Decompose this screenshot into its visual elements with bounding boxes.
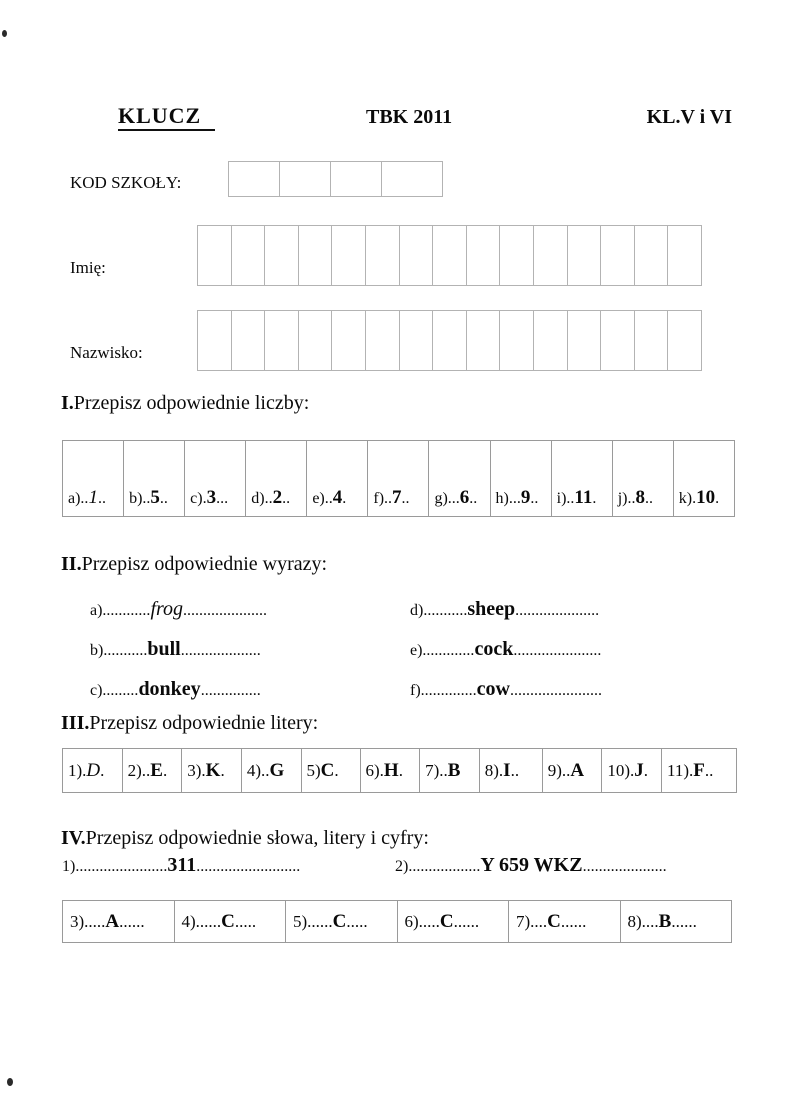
first-name-grid	[197, 225, 702, 286]
word-answer: d)...........sheep.....................	[410, 598, 600, 620]
section-2-number: II.	[61, 553, 82, 575]
answer-cell: a)..1..	[63, 441, 124, 517]
scan-speck	[7, 1078, 13, 1086]
answer-cell: k).10.	[673, 441, 734, 517]
grid-cell	[298, 226, 332, 286]
section-1-title: Przepisz odpowiednie liczby:	[73, 392, 310, 414]
grid-cell	[382, 162, 443, 197]
table-row	[63, 901, 732, 943]
last-name-grid	[197, 310, 702, 371]
word-answer: a)............frog.....................	[90, 598, 268, 620]
grid-cell	[601, 226, 635, 286]
grid-cell	[298, 311, 332, 371]
grid-cell	[198, 226, 232, 286]
section-1-table	[62, 440, 735, 517]
answer-cell: 2)..E.	[122, 749, 182, 793]
grid-cell	[265, 311, 299, 371]
grid-cell	[332, 226, 366, 286]
answer-cell: 11).F..	[662, 749, 737, 793]
section-4-heading	[61, 827, 429, 850]
grid-cell	[466, 311, 500, 371]
answer-cell: g)...6..	[429, 441, 490, 517]
section-3-title: Przepisz odpowiednie litery:	[89, 712, 319, 734]
grid-cell	[331, 162, 382, 197]
section-2-right-column	[410, 598, 602, 718]
grid-cell	[668, 226, 702, 286]
grid-cell	[198, 311, 232, 371]
grid-cell	[399, 311, 433, 371]
grid-cell	[231, 311, 265, 371]
answer-cell: 8).I..	[479, 749, 542, 793]
answer-cell: 10).J.	[602, 749, 662, 793]
line-answer: 1).......................311..........................	[62, 854, 301, 876]
grid-cell	[433, 311, 467, 371]
section-3-number: III.	[61, 712, 90, 734]
grid-cell	[500, 226, 534, 286]
grid-cell	[634, 311, 668, 371]
grid-cell	[365, 311, 399, 371]
line-answer: 2)..................Y 659 WKZ.....................	[395, 854, 667, 876]
grid-cell	[466, 226, 500, 286]
grid-cell	[533, 226, 567, 286]
answer-cell: c).3...	[185, 441, 246, 517]
grid-cell	[399, 226, 433, 286]
grid-cell	[668, 311, 702, 371]
word-answer: c).........donkey...............	[90, 678, 261, 700]
answer-cell: 4)..G	[241, 749, 301, 793]
grid-cell	[280, 162, 331, 197]
answer-cell: 5)C.	[301, 749, 360, 793]
first-name-label: Imię:	[70, 258, 106, 277]
answer-cell: 6).H.	[360, 749, 420, 793]
section-2-title: Przepisz odpowiednie wyrazy:	[81, 553, 328, 575]
word-answer: e).............cock......................	[410, 638, 602, 660]
scan-speck	[2, 30, 7, 37]
answer-cell: 8)....B......	[620, 901, 732, 943]
grid-cell	[365, 226, 399, 286]
grid-cell	[634, 226, 668, 286]
section-1-number: I.	[61, 392, 74, 414]
table-row	[63, 441, 735, 517]
grid-cell	[601, 311, 635, 371]
section-1-heading	[61, 392, 309, 415]
last-name-label: Nazwisko:	[70, 343, 143, 362]
answer-cell: 5)......C.....	[286, 901, 398, 943]
answer-cell: 6).....C......	[397, 901, 509, 943]
school-code-grid	[228, 161, 443, 197]
answer-cell: f)..7..	[368, 441, 429, 517]
answer-cell: 9)..A	[542, 749, 602, 793]
grid-cell	[567, 226, 601, 286]
header-class-label: KL.V i VI	[646, 106, 732, 128]
answer-cell: b)..5..	[124, 441, 185, 517]
answer-cell: 3).K.	[182, 749, 242, 793]
word-answer: f)..............cow.......................	[410, 678, 602, 700]
header-test-name: TBK 2011	[366, 106, 453, 128]
section-4-title: Przepisz odpowiednie słowa, litery i cyfry:	[85, 827, 429, 849]
section-2-left-column	[90, 598, 267, 718]
grid-cell	[433, 226, 467, 286]
section-2-heading	[61, 553, 327, 576]
answer-cell: j)..8..	[612, 441, 673, 517]
table-row	[63, 749, 737, 793]
answer-cell: h)...9..	[490, 441, 551, 517]
school-code-label: KOD SZKOŁY:	[70, 173, 182, 192]
word-answer: b)...........bull....................	[90, 638, 261, 660]
grid-cell	[500, 311, 534, 371]
grid-cell	[231, 226, 265, 286]
section-3-table	[62, 748, 737, 793]
answer-cell: 7)..B	[420, 749, 480, 793]
grid-cell	[567, 311, 601, 371]
answer-cell: i)..11.	[551, 441, 612, 517]
grid-cell	[332, 311, 366, 371]
section-4-number: IV.	[61, 827, 86, 849]
answer-cell: d)..2..	[246, 441, 307, 517]
grid-cell	[533, 311, 567, 371]
section-3-heading	[61, 712, 318, 735]
answer-cell: 1).D.	[63, 749, 123, 793]
section-4-table	[62, 900, 732, 943]
answer-cell: 4)......C.....	[174, 901, 286, 943]
grid-cell	[229, 162, 280, 197]
answer-cell: 3).....A......	[63, 901, 175, 943]
answer-cell: 7)....C......	[509, 901, 621, 943]
page-title: KLUCZ	[118, 103, 215, 131]
answer-cell: e)..4.	[307, 441, 368, 517]
grid-cell	[265, 226, 299, 286]
